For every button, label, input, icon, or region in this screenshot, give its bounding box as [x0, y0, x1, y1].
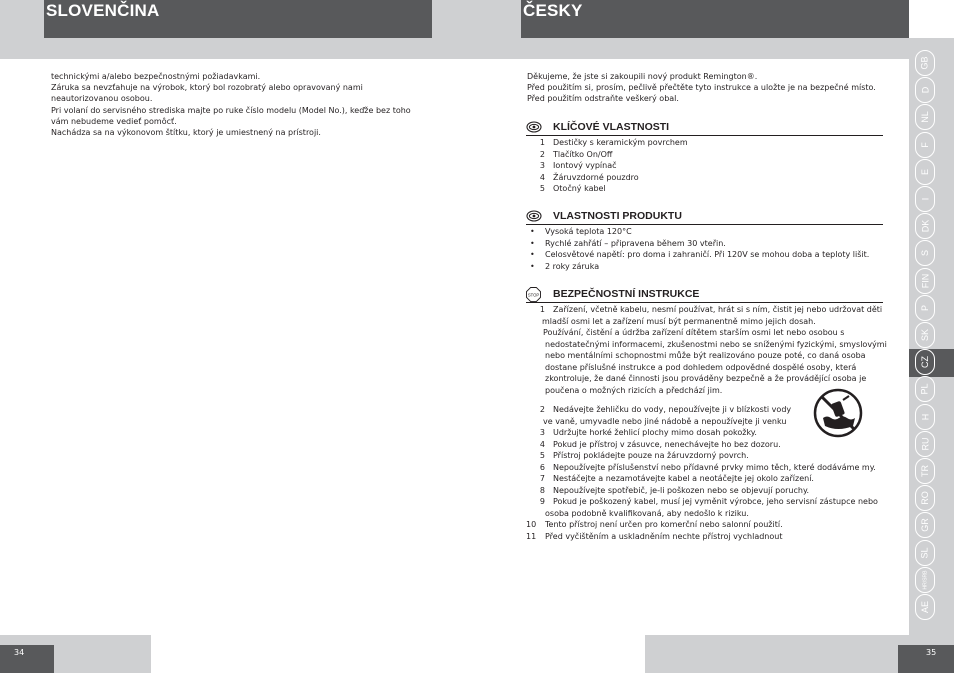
language-tab-cz[interactable]: CZ	[915, 349, 935, 375]
language-tab-fin[interactable]: FIN	[915, 268, 935, 294]
language-tab-i[interactable]: I	[915, 186, 935, 212]
list-item: 3 Udržujte horké žehlicí plochy mimo dosah pokožky.	[539, 428, 757, 437]
language-tab-s[interactable]: S	[915, 240, 935, 266]
left-page-number: 34	[0, 645, 54, 673]
features-heading	[526, 119, 669, 135]
left-line: Záruka sa nevzťahuje na výrobok, ktorý bol rozobratý alebo opravovaný nami	[51, 83, 363, 93]
language-tab-nl[interactable]: NL	[915, 104, 935, 130]
intro-line: Děkujeme, že jste si zakoupili nový produkt Remington®.	[527, 72, 758, 81]
right-page-title: ČESKY	[521, 0, 909, 38]
list-item-continued: osoba podobně kvalifikovaná, aby nedošlo k riziku.	[545, 508, 749, 518]
intro-line: Před použitím odstraňte veškerý obal.	[527, 94, 679, 104]
left-footer	[0, 635, 151, 673]
language-tab-gr[interactable]: GR	[915, 512, 935, 538]
language-tab-p[interactable]: P	[915, 295, 935, 321]
left-line: neautorizovanou osobou.	[51, 94, 153, 104]
features-list	[526, 137, 688, 195]
language-tab-pl[interactable]: PL	[915, 376, 935, 402]
left-line: technickými a/alebo bezpečnostnými požiadavkami.	[51, 72, 261, 81]
paragraph-line: zkontroluje, že dané činnosti jsou prováděny bezpečně a že provádějící osoba je	[545, 374, 867, 383]
list-item: 9 Pokud je poškozený kabel, musí jej vyměnit výrobce, jeho servisní zástupce nebo	[539, 497, 878, 506]
language-tab-tr[interactable]: TR	[915, 458, 935, 484]
eye-icon	[526, 210, 542, 222]
list-item: 2 Tlačítko On/Off	[539, 149, 613, 159]
left-line: vám nebudeme vedieť pomôcť.	[51, 116, 177, 126]
features-rule	[526, 135, 883, 136]
features-title: KLÍČOVÉ VLASTNOSTI	[553, 121, 670, 133]
list-item: 5 Přístroj pokládejte pouze na žáruvzdorný povrch.	[539, 451, 749, 460]
list-item: • Rychlé zahřátí – připravena během 30 vteřin.	[530, 238, 726, 248]
list-item: 2 Nedávejte žehličku do vody, nepoužívejte ji v blízkosti vody	[539, 405, 792, 414]
svg-text:STOP: STOP	[527, 291, 540, 297]
language-tab-f[interactable]: F	[915, 132, 935, 158]
eye-icon	[526, 121, 542, 133]
left-body-text	[51, 71, 411, 138]
list-item: 4 Žáruvzdorné pouzdro	[539, 172, 639, 182]
left-line: Nachádza sa na výkonovom štítku, ktorý je umiestnený na prístroji.	[51, 128, 321, 138]
properties-heading	[526, 208, 682, 224]
left-page-title: SLOVENČINA	[44, 0, 432, 38]
language-tab-ru[interactable]: RU	[915, 431, 935, 457]
list-item-continued: mladší osmi let a zařízení musí být permanentně mimo jejich dosah.	[542, 316, 816, 326]
intro-line: Před použitím si, prosím, pečlivě přečtěte tyto instrukce a uložte je na bezpečné místo.	[527, 83, 876, 93]
paragraph-line: nedostatečnými informacemi, zkušenostmi nebo se sníženými fyzickými, smyslovými	[545, 339, 887, 349]
paragraph-line: poučena o možných rizicích a předchází jim.	[545, 385, 723, 395]
language-tab-dk[interactable]: DK	[915, 213, 935, 239]
list-item-continued: ve vaně, umyvadle nebo jiné nádobě a nepoužívejte ji venku	[543, 416, 787, 426]
language-tab-d[interactable]: D	[915, 77, 935, 103]
right-footer	[645, 635, 954, 673]
language-tab-sl[interactable]: SL	[915, 540, 935, 566]
language-tab-ro[interactable]: RO	[915, 485, 935, 511]
properties-title: VLASTNOSTI PRODUKTU	[553, 210, 682, 222]
list-item: 7 Nestáčejte a nezamotávejte kabel a neotáčejte jej okolo zařízení.	[539, 474, 814, 483]
safety-heading	[526, 286, 699, 302]
list-item: • Celosvětové napětí: pro doma i zahraničí. Při 120V se mohou doba a teploty lišit.	[530, 250, 870, 259]
paragraph-line: dostane příslušné instrukce a pod dohledem odpovědné dospělé osoby, která	[545, 362, 857, 372]
language-tab-hr-srb[interactable]: HR/SRB	[915, 567, 935, 593]
list-item: • 2 roky záruka	[530, 261, 600, 271]
no-water-icon	[813, 388, 863, 438]
language-tab-gb[interactable]: GB	[915, 50, 935, 76]
paragraph-line: nebo mentálními schopnostmi může být realizováno pouze poté, co daná osoba	[545, 351, 866, 360]
list-item: 6 Nepoužívejte příslušenství nebo přídavné prvky mimo těch, které dodáváme my.	[539, 462, 876, 472]
list-item: 5 Otočný kabel	[539, 184, 606, 193]
safety-title: BEZPEČNOSTNÍ INSTRUKCE	[553, 288, 700, 300]
list-item: 1 Zařízení, včetně kabelu, nesmí používat, hrát si s ním, čistit jej nebo udržovat děti	[539, 305, 883, 314]
language-tab-ae[interactable]: AE	[915, 594, 935, 620]
list-item: 1 Destičky s keramickým povrchem	[539, 138, 688, 147]
left-line: Pri volaní do servisného strediska majte po ruke číslo modelu (Model No.), keďže bez toho	[51, 105, 411, 115]
right-page-number: 35	[898, 645, 954, 673]
properties-rule	[526, 224, 883, 225]
language-tab-e[interactable]: E	[915, 159, 935, 185]
language-tab-sk[interactable]: SK	[915, 322, 935, 348]
list-item: 4 Pokud je přístroj v zásuvce, nenechávejte ho bez dozoru.	[539, 439, 781, 449]
safety-rule	[526, 302, 883, 303]
paragraph-line: Používání, čistění a údržba zařízení dítětem starším osmi let nebo osobou s	[543, 328, 845, 337]
language-tab-h[interactable]: H	[915, 404, 935, 430]
intro-text	[527, 71, 876, 105]
list-item: • Vysoká teplota 120°C	[530, 227, 632, 236]
list-item: 10 Tento přístroj není určen pro komerční nebo salonní použití.	[526, 520, 783, 529]
properties-list	[530, 226, 869, 272]
list-item: 11 Před vyčištěním a uskladněním nechte přístroj vychladnout	[526, 531, 783, 541]
list-item: 8 Nepoužívejte spotřebič, je-li poškozen nebo se objevují poruchy.	[539, 485, 810, 495]
stop-icon	[526, 287, 541, 302]
list-item: 3 Iontový vypínač	[539, 161, 617, 170]
